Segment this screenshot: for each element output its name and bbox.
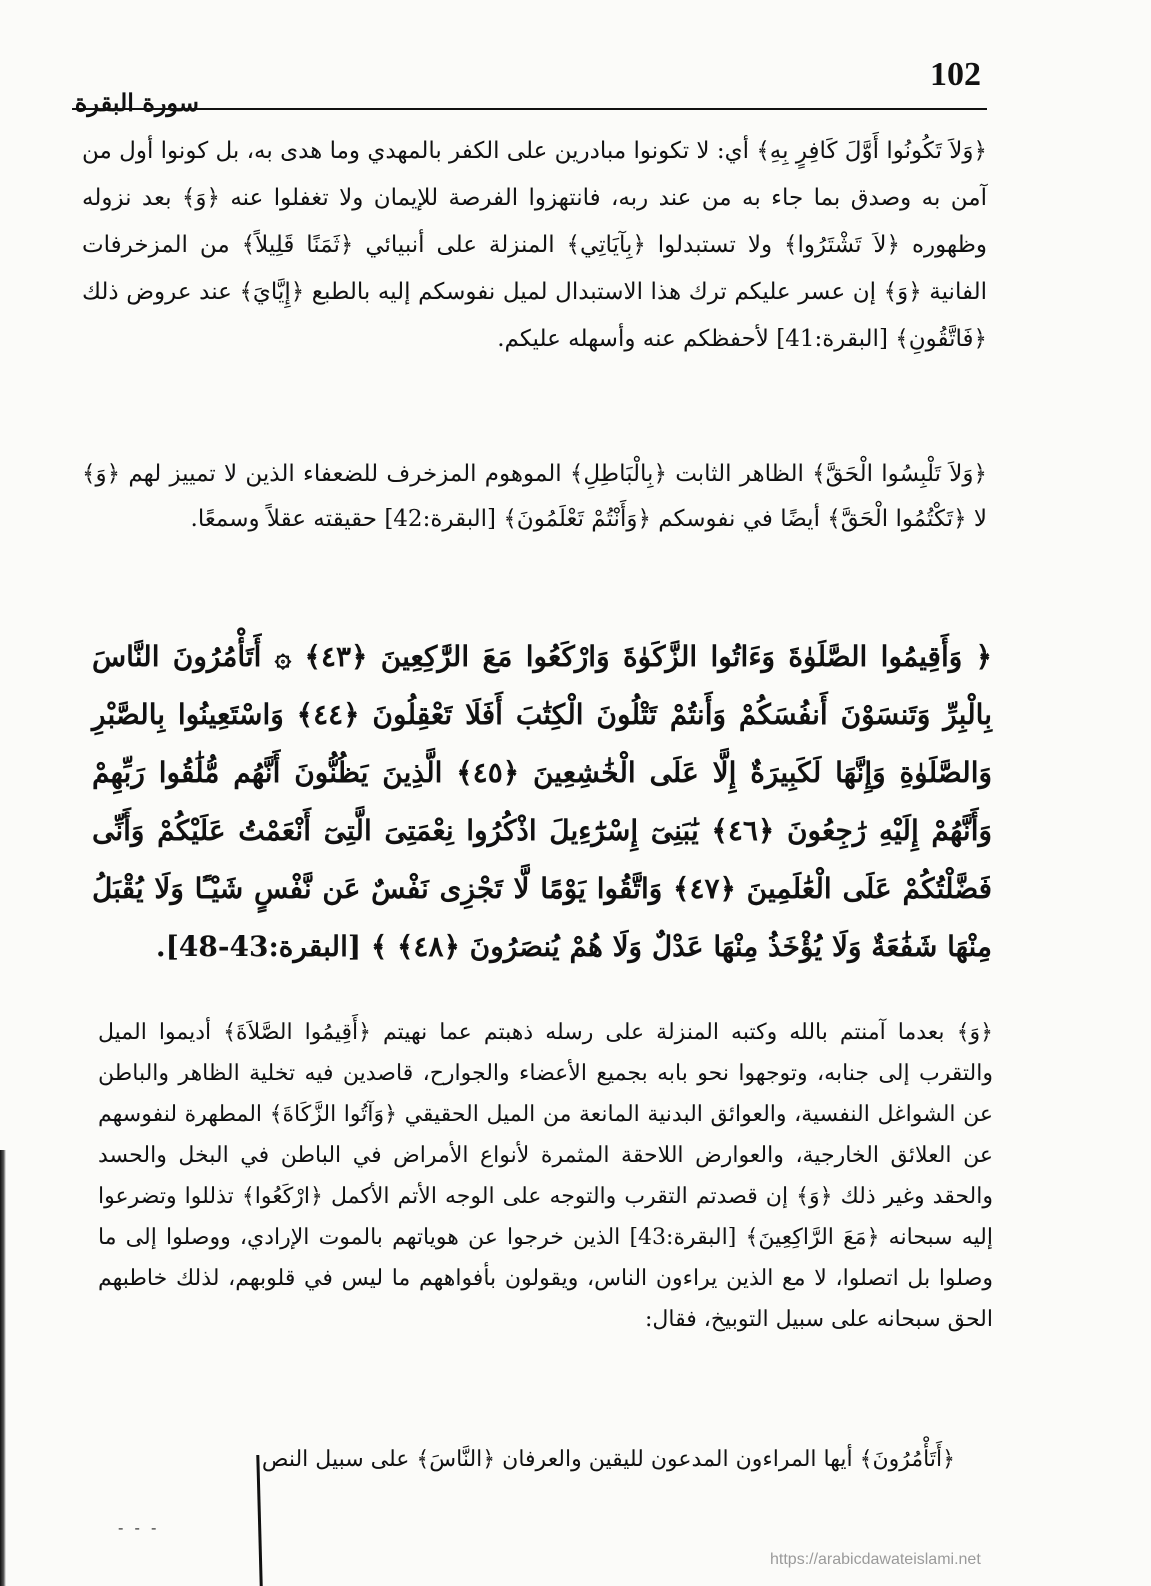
scan-shadow-edge [0,1150,6,1586]
watermark-url: https://arabicdawateislami.net [770,1551,981,1568]
scan-mark: - - - [118,1518,160,1537]
commentary-paragraph-3 [98,1012,993,1340]
verse-text: ﴿ وَأَقِيمُوا الصَّلَوٰةَ وَءَاتُوا الزَّكَوٰةَ وَارْكَعُوا مَعَ الرَّٰكِعِينَ ﴿٤٣﴾ ۞ أَتَأْمُرُونَ النَّاسَ بِالْبِرِّ وَتَنسَوْنَ أَنفُسَكُمْ وَأَنتُمْ تَتْلُونَ الْكِتَٰبَ أَفَلَا تَعْقِلُونَ ﴿٤٤﴾ وَاسْتَعِينُوا بِالصَّبْرِ وَالصَّلَوٰةِ وَإِنَّهَا لَكَبِيرَةٌ إِلَّا عَلَى الْخَٰشِعِينَ ﴿٤٥﴾ الَّذِينَ يَظُنُّونَ أَنَّهُم مُّلَٰقُوا رَبِّهِمْ وَأَنَّهُمْ إِلَيْهِ رَٰجِعُونَ ﴿٤٦﴾ يَٰبَنِىٓ إِسْرَٰٓءِيلَ اذْكُرُوا نِعْمَتِىَ الَّتِىٓ أَنْعَمْتُ عَلَيْكُمْ وَأَنِّى فَضَّلْتُكُمْ عَلَى الْعَٰلَمِينَ ﴿٤٧﴾ وَاتَّقُوا يَوْمًا لَّا تَجْزِى نَفْسٌ عَن نَّفْسٍ شَيْـًٔا وَلَا يُقْبَلُ مِنْهَا شَفَٰعَةٌ وَلَا يُؤْخَذُ مِنْهَا عَدْلٌ وَلَا هُمْ يُنصَرُونَ ﴿٤٨﴾ ﴾ [البقرة:43-48]. [92,640,992,963]
commentary-paragraph-2 [82,452,987,542]
paragraph-text: ﴿وَلاَ تَلْبِسُوا الْحَقَّ﴾ الظاهر الثابت ﴿بِالْبَاطِلِ﴾ الموهوم المزخرف للضعفاء الذين لا تمييز لهم ﴿وَ﴾ لا ﴿تَكْتُمُوا الْحَقَّ﴾ أيضًا في نفوسكم ﴿وَأَنْتُمْ تَعْلَمُونَ﴾ [البقرة:42] حقيقته عقلاً وسمعًا. [82,461,988,532]
quran-verses-block [92,628,992,976]
commentary-paragraph-4 [125,1440,955,1480]
header-rule [72,108,987,110]
paragraph-text: ﴿وَ﴾ بعدما آمنتم بالله وكتبه المنزلة على رسله ذهبتم عما نهيتم ﴿أَقِيمُوا الصَّلاَةَ﴾ أديموا الميل والتقرب إلى جنابه، وتوجهوا نحو بابه بجميع الأعضاء والجوارح، قاصدين فيه تخلية الظاهر والباطن عن الشواغل النفسية، والعوائق البدنية المانعة من الميل الحقيقي ﴿وَآتُوا الزَّكَاةَ﴾ المطهرة لنفوسهم عن العلائق الخارجية، والعوارض اللاحقة المثمرة لأنواع الأمراض في الباطن في البخل والحسد والحقد وغير ذلك ﴿وَ﴾ إن قصدتم التقرب والتوجه على الوجه الأتم الأكمل ﴿ارْكَعُوا﴾ تذللوا وتضرعوا إليه سبحانه ﴿مَعَ الرَّاكِعِينَ﴾ [البقرة:43] الذين خرجوا عن هوياتهم بالموت الإرادي، ووصلوا إلى ما وصلوا بل اتصلوا، لا مع الذين يراءون الناس، ويقولون بأفواههم ما ليس في قلوبهم، لذلك خاطبهم الحق سبحانه على سبيل التوبيخ، فقال: [98,1020,993,1332]
commentary-paragraph-1 [82,128,987,363]
paragraph-text: ﴿أَتَأْمُرُونَ﴾ أيها المراءون المدعون لليقين والعرفان ﴿النَّاسَ﴾ على سبيل النص [261,1447,955,1472]
surah-title: سورة البقرة [74,88,199,117]
page-number: 102 [930,56,981,93]
paragraph-text: ﴿وَلاَ تَكُونُوا أَوَّلَ كَافِرٍ بِهِ﴾ أي: لا تكونوا مبادرين على الكفر بالمهدي وما هدى به، بل كونوا أول من آمن به وصدق بما جاء به من عند ربه، فانتهزوا الفرصة للإيمان ولا تغفلوا عنه ﴿وَ﴾ بعد نزوله وظهوره ﴿لاَ تَشْتَرُوا﴾ ولا تستبدلوا ﴿بِآيَاتِي﴾ المنزلة على أنبيائي ﴿ثَمَنًا قَلِيلاً﴾ من المزخرفات الفانية ﴿وَ﴾ إن عسر عليكم ترك هذا الاستبدال لميل نفوسكم إليه بالطبع ﴿إِيَّايَ﴾ عند عروض ذلك ﴿فَاتَّقُونِ﴾ [البقرة:41] لأحفظكم عنه وأسهله عليكم. [82,138,987,352]
